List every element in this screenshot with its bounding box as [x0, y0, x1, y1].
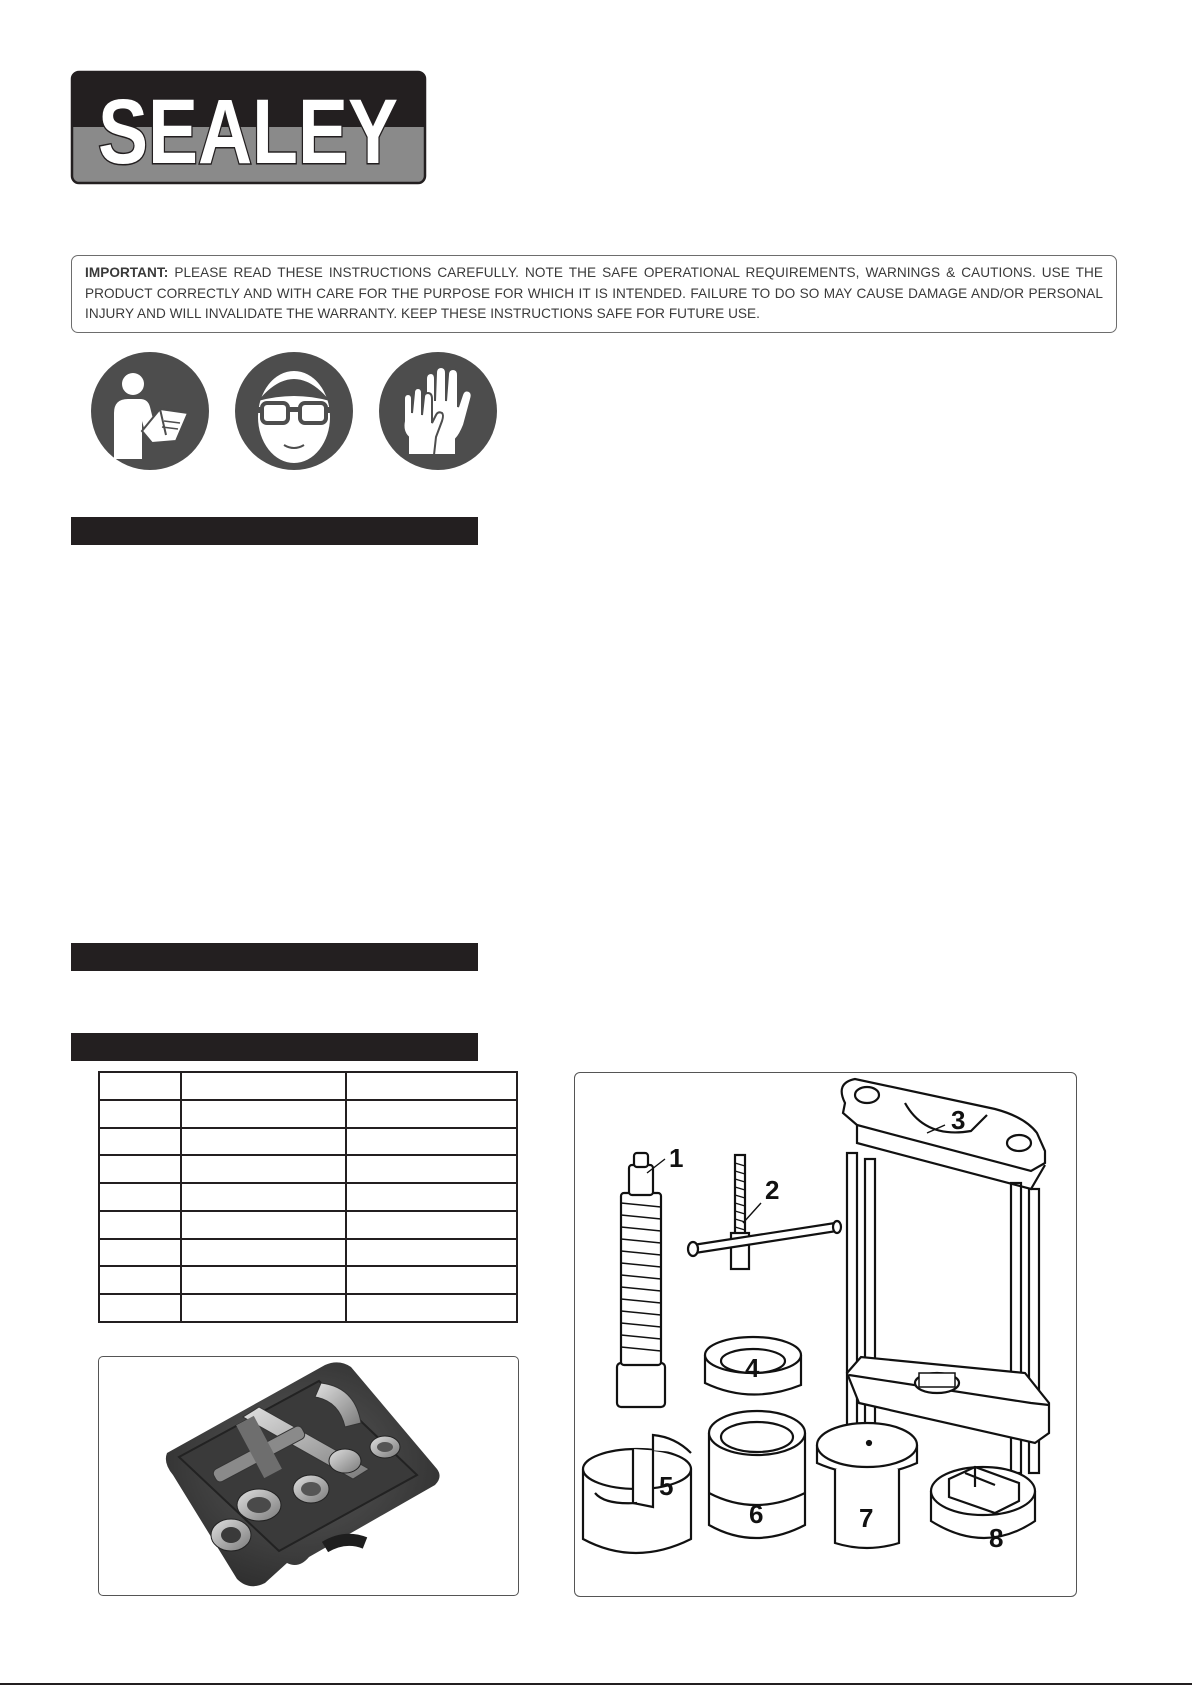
- table-row: [99, 1211, 517, 1239]
- section-bar: [71, 1033, 478, 1061]
- product-photo: [99, 1357, 518, 1595]
- table-row: [99, 1266, 517, 1294]
- table-row: [99, 1155, 517, 1183]
- callout-label: 5: [659, 1471, 674, 1501]
- part-8-slotted: [931, 1467, 1035, 1538]
- callout-label: 4: [745, 1353, 760, 1383]
- callout-label: 6: [749, 1499, 764, 1529]
- table-row: [99, 1100, 517, 1128]
- parts-diagram: [575, 1073, 1076, 1596]
- table-row: [99, 1128, 517, 1156]
- important-text: PLEASE READ THESE INSTRUCTIONS CAREFULLY. NOTE THE SAFE OPERATIONAL REQUIREMENTS, WARNINGS & CAUTIONS. USE THE PRODUCT CORRECTLY AND WITH CARE FOR THE PURPOSE FOR WHICH IT IS INTENDED. FAILURE TO DO SO MAY CAUSE DAMAGE AND/OR PERSONAL INJURY AND WILL INVALIDATE THE WARRANTY. KEEP THESE INSTRUCTIONS SAFE FOR FUTURE USE.: [85, 265, 1103, 322]
- callout-label: 7: [859, 1503, 874, 1533]
- callout-label: 8: [989, 1523, 1004, 1553]
- table-row: [99, 1239, 517, 1267]
- sealey-logo: [71, 71, 426, 184]
- part-1-spindle: [617, 1153, 665, 1407]
- read-manual-icon: [90, 351, 210, 471]
- gloves-icon: [378, 351, 498, 471]
- callout-label: 1: [669, 1143, 684, 1173]
- important-label: IMPORTANT:: [85, 265, 169, 280]
- table-row: [99, 1183, 517, 1211]
- section-bar: [71, 943, 478, 971]
- section-bar: [71, 517, 478, 545]
- sealey-wordmark: SEALEY: [98, 81, 398, 183]
- important-notice: [71, 255, 1117, 333]
- part-3-frame: [842, 1079, 1049, 1473]
- parts-table: [98, 1071, 518, 1323]
- table-row: [99, 1294, 517, 1322]
- callout-label: 3: [951, 1105, 966, 1135]
- parts-diagram-frame: [574, 1072, 1077, 1597]
- part-2-tbar: [688, 1155, 841, 1269]
- eye-protection-icon: [234, 351, 354, 471]
- part-5-cup: [583, 1435, 691, 1553]
- table-row: [99, 1072, 517, 1100]
- callout-label: 2: [765, 1175, 780, 1205]
- product-photo-frame: [98, 1356, 519, 1596]
